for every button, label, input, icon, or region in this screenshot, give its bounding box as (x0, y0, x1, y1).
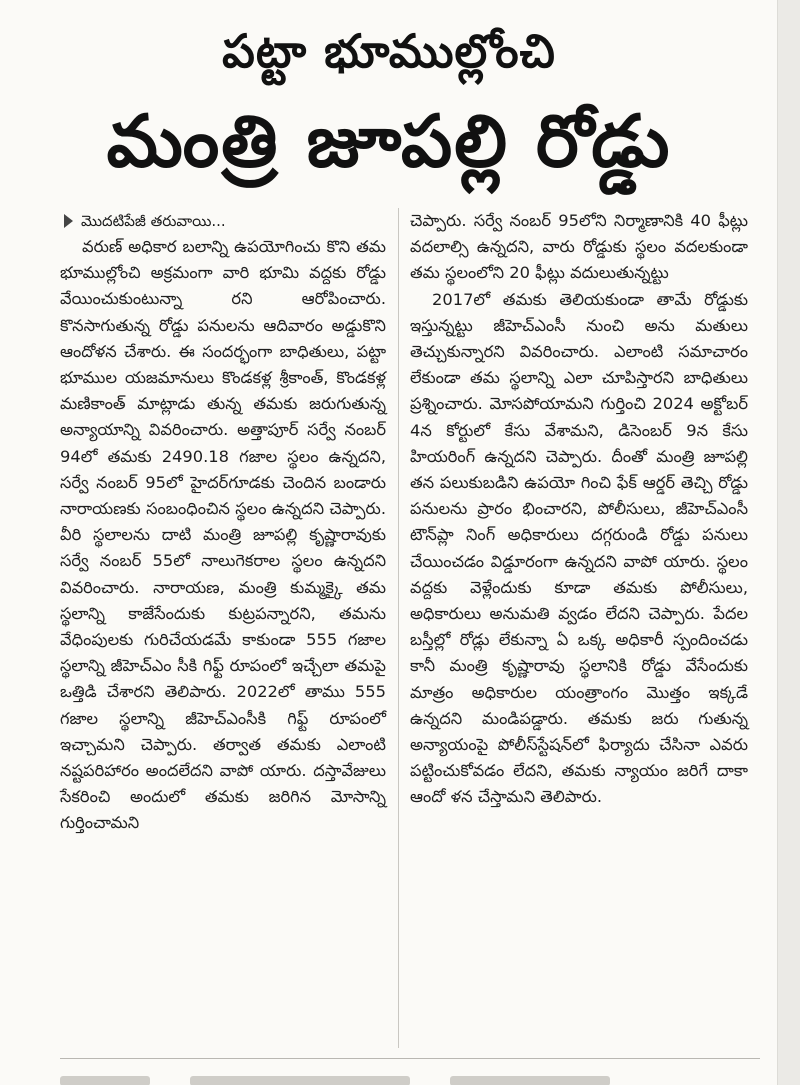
article-column-right (410, 208, 748, 811)
cutoff-text-fragment (190, 1076, 410, 1085)
paragraph: చెప్పారు. సర్వే నంబర్ 95లోని నిర్మాణానికి 40 ఫీట్లు వదలాల్సి ఉన్నదని, వారు రోడ్డుకు స్థలం వదలకుండా తమ స్థలంలోని 20 ఫీట్లు వదులుతున్నట్టు (410, 211, 748, 283)
chevron-right-icon (64, 214, 73, 228)
bottom-divider (60, 1058, 760, 1059)
paragraph: వరుణ్ అధికార బలాన్ని ఉపయోగించు కొని తమ భూముల్లోంచి అక్రమంగా వారి భూమి వద్దకు రోడ్డు వేయించుకుంటున్నా రని ఆరోపించారు. కొనసాగుతున్న రోడ్డు పనులను ఆదివారం అడ్డుకొని ఆందోళన చేశారు. ఈ సందర్భంగా బాధితులు, పట్టా భూముల యజమానులు కొండకళ్ల శ్రీకాంత్, కొండకళ్ల మణికాంత్ మాట్లాడు తున్న తమకు జరుగుతున్న అన్యాయాన్ని వివరించారు. అత్తాపూర్ సర్వే నంబర్ 94లో తమకు 2490.18 గజాల స్థలం ఉన్నదని, సర్వే నంబర్ 95లో హైదర్‌గూడకు చెందిన బండారు నారాయణకు సంబంధించిన స్థలం ఉన్నదని చెప్పారు. వీరి స్థలాలను దాటి మంత్రి జూపల్లి కృష్ణారావుకు సర్వే నంబర్ 55లో నాలుగెకరాల స్థలం ఉన్నదని వివరించారు. నారాయణ, మంత్రి కుమ్మక్కై తమ స్థలాన్ని కాజేసేందుకు కుట్రపన్నారని, తమను వేధింపులకు గురిచేయడమే కాకుండా 555 గజాల స్థలాన్ని జీహెచ్‌ఎం సీకి గిఫ్ట్ రూపంలో ఇచ్చేలా తమపై ఒత్తిడి చేశారని తెలిపారు. 2022లో తాము 555 గజాల స్థలాన్ని జీహెచ్‌ఎంసీకి గిఫ్ట్ రూపంలో ఇచ్చామని చెప్పారు. తర్వాత తమకు ఎలాంటి నష్టపరిహారం అందలేదని వాపో యారు. దస్తావేజులు సేకరించి అందులో తమకు జరిగిన మోసాన్ని గుర్తించామని (60, 237, 386, 833)
kicker-text: మొదటిపేజీ తరువాయి... (81, 212, 226, 230)
headline-line-1: పట్టా భూముల్లోంచి (222, 24, 556, 78)
paragraph: 2017లో తమకు తెలియకుండా తామే రోడ్డుకు ఇస్తున్నట్టు జీహెచ్‌ఎంసీ నుంచి అను మతులు తెచ్చుకున్నారని వివరించారు. ఎలాంటి సమాచారం లేకుండా తమ స్థలాన్ని ఎలా చూపిస్తారని బాధితులు ప్రశ్నించారు. మోసపోయామని గుర్తించి 2024 అక్టోబర్ 4న కోర్టులో కేసు వేశామని, డిసెంబర్ 9న కేసు హియరింగ్ ఉన్నదని చెప్పారు. దీంతో మంత్రి జూపల్లి తన పలుకుబడిని ఉపయో గించి ఫేక్ ఆర్డర్ తెచ్చి రోడ్డు పనులను ప్రారం భించారని, పోలీసులు, జీహెచ్‌ఎంసీ టౌన్‌ప్లా నింగ్ అధికారులు దగ్గరుండి రోడ్డు పనులు చేయించడం విడ్డూరంగా ఉన్నదని వాపో యారు. స్థలం వద్దకు వెళ్లేందుకు కూడా తమకు పోలీసులు, అధికారులు అనుమతి వ్వడం లేదని చెప్పారు. పేదల బస్తీల్లో రోడ్లు లేకున్నా ఏ ఒక్క అధికారీ స్పందించడు కానీ మంత్రి కృష్ణారావు స్థలానికి రోడ్డు వేసేందుకు మాత్రం అధికారుల యంత్రాంగం మొత్తం ఇక్కడే ఉన్నదని మండిపడ్డారు. తమకు జరు గుతున్న అన్యాయంపై పోలీస్‌స్టేషన్‌లో ఫిర్యాదు చేసినా ఎవరు పట్టించుకోవడం లేదని, తమకు న్యాయం జరిగే దాకా ఆందో ళన చేస్తామని తెలిపారు. (410, 289, 748, 807)
column-divider (398, 208, 399, 1048)
continued-from-front-page (64, 208, 226, 234)
article-column-left (60, 234, 386, 837)
cutoff-text-fragment (450, 1076, 610, 1085)
cutoff-text-fragment (60, 1076, 150, 1085)
headline-line-2: మంత్రి జూపల్లి రోడ్డు (106, 99, 672, 183)
next-article-cutoff (60, 1072, 760, 1085)
adjacent-page-edge (777, 0, 800, 1085)
